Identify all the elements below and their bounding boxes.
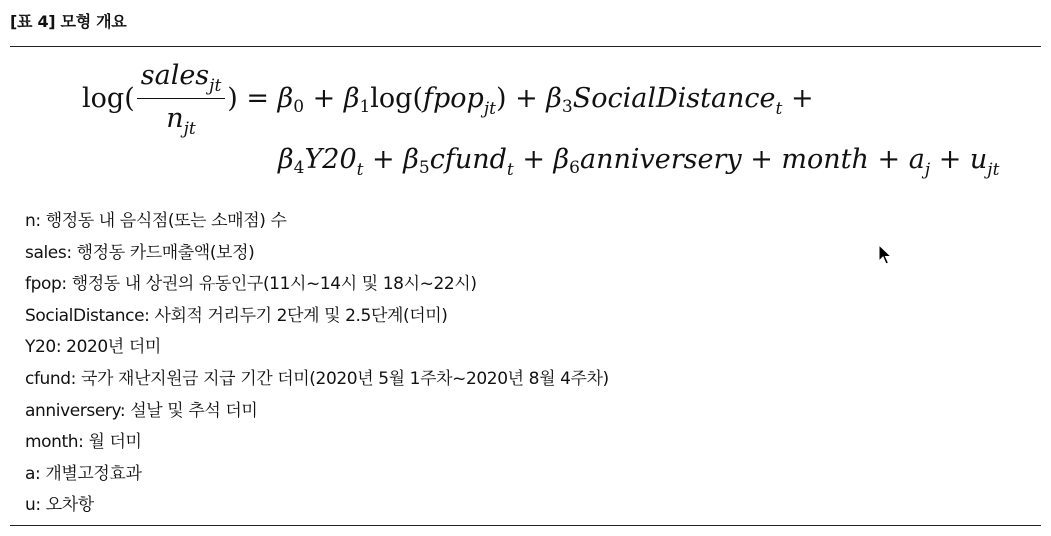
definition-anniversery: anniversery: 설날 및 추석 더미	[25, 400, 258, 421]
y20-symbol: Y20	[304, 144, 357, 175]
fpop-symbol: fpop	[423, 83, 484, 114]
top-rule	[10, 46, 1041, 47]
definition-a: a: 개별고정효과	[25, 463, 142, 484]
n-symbol: n	[166, 103, 184, 134]
beta-4: β	[278, 144, 294, 175]
beta-5: β	[403, 144, 419, 175]
beta-3: β	[546, 83, 562, 114]
definition-month: month: 월 더미	[25, 432, 142, 453]
fraction-denominator	[137, 99, 226, 139]
social-distance-subscript: t	[775, 99, 783, 119]
a-symbol: a	[908, 144, 925, 175]
n-subscript: jt	[183, 119, 196, 139]
beta-0: β	[277, 83, 294, 114]
definition-social-distance: SocialDistance: 사회적 거리두기 2단계 및 2.5단계(더미)	[25, 305, 448, 326]
table-title: [표 4] 모형 개요	[10, 12, 127, 31]
u-subscript: jt	[987, 160, 1000, 180]
y20-subscript: t	[356, 160, 364, 180]
a-subscript: j	[924, 160, 931, 180]
cfund-symbol: cfund	[429, 144, 507, 175]
definition-n: n: 행정동 내 음식점(또는 소매점) 수	[25, 211, 287, 231]
fraction	[137, 60, 226, 139]
sales-subscript: jt	[209, 76, 222, 96]
definition-sales: sales: 행정동 카드매출액(보정)	[25, 242, 255, 263]
log-operator: log	[82, 83, 125, 114]
definition-fpop: fpop: 행정동 내 상권의 유동인구(11시~14시 및 18시~22시)	[25, 274, 477, 295]
month-symbol: month	[781, 144, 869, 175]
beta-1: β	[343, 83, 360, 114]
definition-cfund: cfund: 국가 재난지원금 지급 기간 더미(2020년 5월 1주차~2020년 8월 4주차)	[25, 368, 609, 389]
social-distance-symbol: SocialDistance	[572, 83, 776, 114]
anniversery-symbol: anniversery	[579, 144, 742, 175]
beta-0-sub: 0	[293, 97, 305, 117]
bottom-rule	[10, 525, 1041, 526]
equation-line-2: $\beta 4Y20_t$ + β5cfund$_t$ + β6anniversery + month + $a_j + u_{jt}$	[278, 144, 1000, 180]
beta-1-sub: 1	[359, 97, 371, 117]
fpop-subscript: jt	[483, 99, 496, 119]
log-operator-2: log	[370, 83, 413, 114]
beta-5-sub: 5	[418, 158, 430, 178]
sales-symbol: sales	[140, 60, 210, 91]
beta-4-sub: 4	[293, 158, 305, 178]
cfund-subscript: t	[506, 160, 514, 180]
definition-u: u: 오차항	[25, 495, 94, 516]
beta-3-sub: 3	[561, 97, 573, 117]
definition-y20: Y20: 2020년 더미	[25, 337, 161, 358]
equation-line-1: log( $\frac{sales_{jt}}{n_{jt}}$ ) = β0 + β1log(fpop$_{jt}$) + β3SocialDistance$_t$ +	[82, 60, 814, 139]
equals-sign: ) =	[227, 83, 278, 114]
fraction-numerator	[137, 60, 226, 99]
mouse-cursor-icon	[878, 244, 892, 266]
paren-open: (	[124, 83, 135, 114]
variable-definitions	[25, 207, 609, 523]
beta-6: β	[553, 144, 570, 175]
beta-6-sub: 6	[569, 158, 580, 178]
u-symbol: u	[969, 144, 988, 175]
